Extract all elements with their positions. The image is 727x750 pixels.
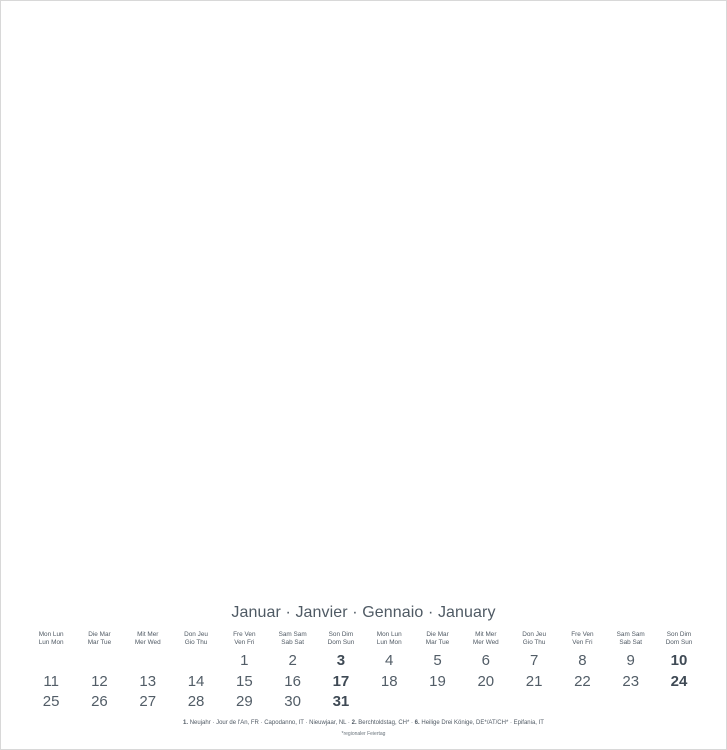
day-cell: 8 bbox=[578, 652, 587, 669]
weekday-header-line2: Sab Sat bbox=[281, 639, 304, 646]
day-cell: 19 bbox=[429, 672, 446, 690]
holiday-list bbox=[0, 720, 727, 726]
weekday-header-line2: Mar Tue bbox=[425, 639, 450, 646]
day-cell: 14 bbox=[187, 672, 205, 690]
weekday-header bbox=[462, 630, 510, 651]
day-cell: 30 bbox=[284, 693, 301, 710]
weekday-header-line2: Sab Sat bbox=[619, 639, 643, 646]
weekday-header-line1: Don Jeu bbox=[522, 631, 547, 638]
weekday-header bbox=[75, 630, 123, 651]
weekday-header bbox=[220, 630, 268, 651]
weekday-header bbox=[655, 630, 703, 651]
regional-holiday-note: *regionaler Feiertag bbox=[341, 731, 386, 737]
calendar-grid bbox=[27, 630, 703, 713]
day-cell: 15 bbox=[235, 672, 253, 690]
weekday-header bbox=[317, 630, 365, 651]
weekday-header-line2: Lun Mon bbox=[38, 639, 64, 646]
weekday-header bbox=[172, 630, 220, 651]
day-cell: 17 bbox=[332, 672, 350, 690]
weekday-header-line1: Son Dim bbox=[666, 631, 692, 638]
weekday-header-line1: Sam Sam bbox=[616, 631, 645, 638]
weekday-header bbox=[510, 630, 558, 651]
holiday-day: 2. bbox=[351, 720, 357, 726]
day-cell: 5 bbox=[433, 652, 442, 669]
weekday-header-line1: Mon Lun bbox=[38, 631, 64, 638]
holiday-day: 1. bbox=[183, 720, 189, 726]
day-cell: 22 bbox=[574, 672, 591, 690]
day-cell: 28 bbox=[187, 693, 205, 710]
empty-day-cell bbox=[365, 692, 413, 713]
empty-day-cell bbox=[510, 692, 558, 713]
day-cell: 23 bbox=[622, 672, 640, 690]
day-cell: 10 bbox=[670, 652, 688, 669]
weekday-header-line2: Mar Tue bbox=[87, 639, 112, 646]
day-cell: 29 bbox=[235, 693, 253, 710]
weekday-header bbox=[124, 630, 172, 651]
day-cell: 24 bbox=[670, 672, 688, 690]
day-cell: 18 bbox=[380, 672, 398, 690]
weekday-header bbox=[607, 630, 655, 651]
holiday-text: Berchtoldstag, CH* · bbox=[358, 720, 413, 726]
weekday-header-line2: Gio Thu bbox=[184, 639, 208, 646]
day-cell: 31 bbox=[332, 693, 350, 710]
empty-day-cell bbox=[27, 651, 75, 672]
weekday-header-line2: Ven Fri bbox=[572, 639, 593, 646]
weekday-header-line2: Gio Thu bbox=[522, 639, 546, 646]
weekday-header-line1: Son Dim bbox=[328, 631, 354, 638]
day-cell: 27 bbox=[139, 693, 157, 710]
day-cell: 9 bbox=[626, 652, 635, 669]
day-cell: 2 bbox=[288, 652, 297, 669]
holiday-text: Heilige Drei Könige, DE*/AT/CH* · Epifania, IT bbox=[421, 720, 544, 726]
weekday-header-line1: Mit Mer bbox=[475, 631, 497, 638]
weekday-header-line2: Dom Sun bbox=[327, 639, 355, 646]
weekday-header-line1: Fre Ven bbox=[571, 631, 594, 638]
day-cell: 4 bbox=[385, 652, 394, 669]
weekday-header-line2: Ven Fri bbox=[234, 639, 255, 646]
weekday-header-line1: Sam Sam bbox=[278, 631, 307, 638]
weekday-header-line2: Dom Sun bbox=[665, 639, 693, 646]
weekday-header bbox=[413, 630, 461, 651]
day-cell: 13 bbox=[139, 672, 157, 690]
holiday-text: Neujahr · Jour de l'An, FR · Capodanno, IT · Nieuwjaar, NL · bbox=[189, 720, 350, 726]
weekday-header-line2: Mer Wed bbox=[134, 639, 161, 646]
day-cell: 26 bbox=[91, 693, 108, 710]
empty-day-cell bbox=[558, 692, 606, 713]
weekday-header-line1: Die Mar bbox=[426, 631, 449, 638]
day-cell: 1 bbox=[240, 652, 249, 669]
day-cell: 16 bbox=[284, 672, 301, 690]
weekday-header-line1: Mon Lun bbox=[376, 631, 402, 638]
day-cell: 12 bbox=[91, 672, 108, 690]
weekday-header-line2: Mer Wed bbox=[472, 639, 499, 646]
day-cell: 25 bbox=[42, 693, 60, 710]
empty-day-cell bbox=[75, 651, 123, 672]
empty-day-cell bbox=[124, 651, 172, 672]
weekday-header-line2: Lun Mon bbox=[376, 639, 402, 646]
empty-day-cell bbox=[172, 651, 220, 672]
month-title: Januar · Janvier · Gennaio · January bbox=[231, 604, 496, 621]
weekday-header bbox=[268, 630, 316, 651]
empty-day-cell bbox=[462, 692, 510, 713]
day-cell: 3 bbox=[336, 652, 346, 669]
day-cell: 20 bbox=[477, 672, 495, 690]
weekday-header-line1: Die Mar bbox=[88, 631, 111, 638]
weekday-header-line1: Mit Mer bbox=[137, 631, 159, 638]
day-cell: 21 bbox=[525, 672, 543, 690]
day-cell: 6 bbox=[481, 652, 490, 669]
empty-day-cell bbox=[607, 692, 655, 713]
holiday-day: 6. bbox=[414, 720, 420, 726]
empty-day-cell bbox=[413, 692, 461, 713]
photo-area bbox=[1, 1, 726, 596]
empty-day-cell bbox=[655, 692, 703, 713]
weekday-header bbox=[558, 630, 606, 651]
weekday-header bbox=[27, 630, 75, 651]
day-cell: 11 bbox=[43, 672, 59, 690]
weekday-header-line1: Fre Ven bbox=[233, 631, 256, 638]
weekday-header-line1: Don Jeu bbox=[184, 631, 208, 638]
day-cell: 7 bbox=[529, 652, 539, 669]
weekday-header bbox=[365, 630, 413, 651]
